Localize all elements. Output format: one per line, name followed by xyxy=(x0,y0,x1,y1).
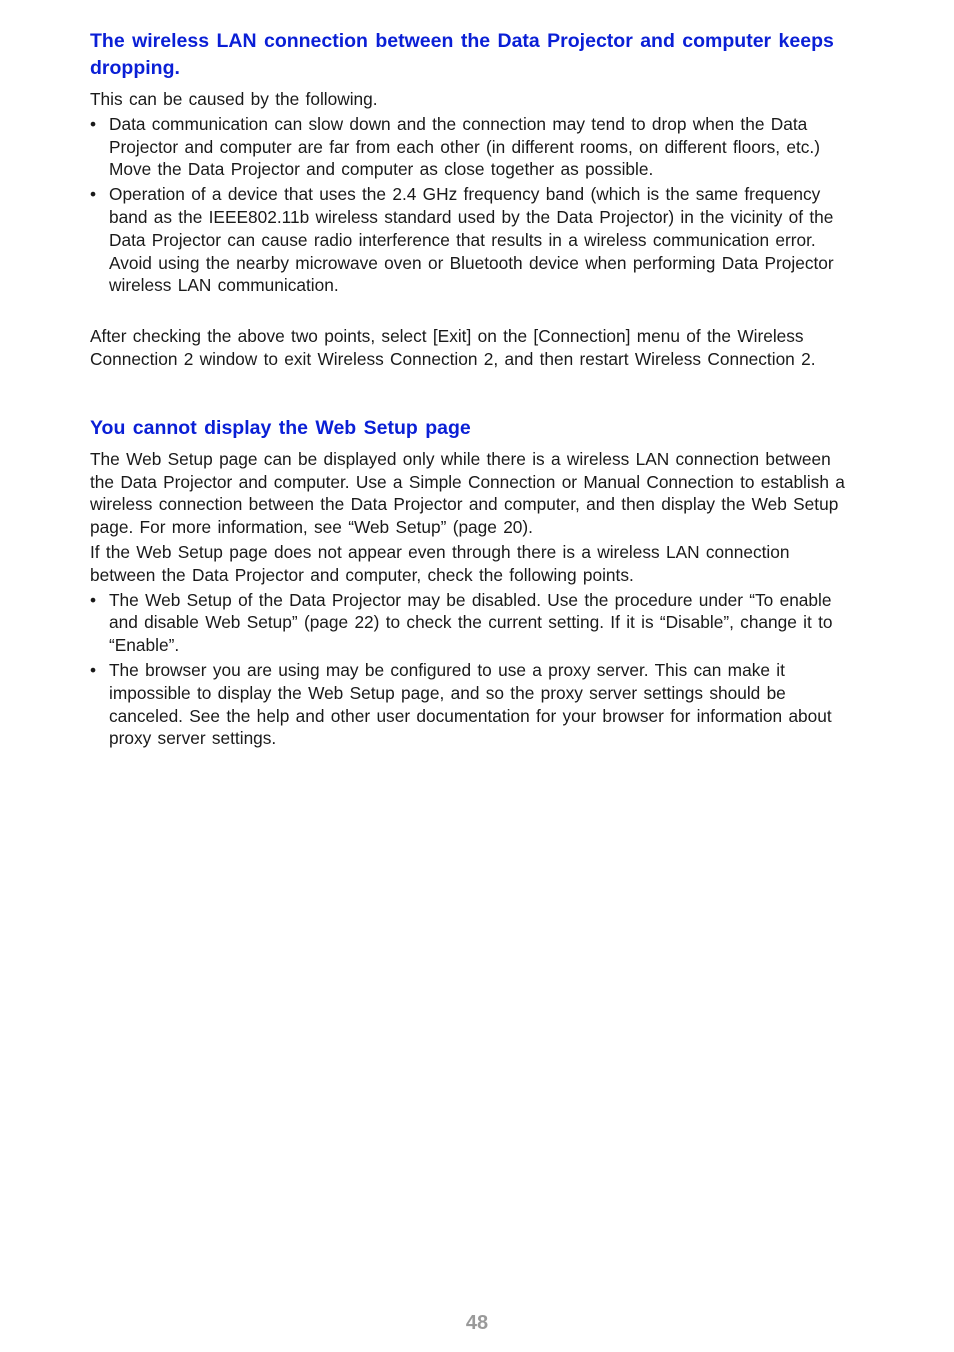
list-item xyxy=(90,589,858,657)
page-number: 48 xyxy=(465,1312,489,1334)
bullet-marker: • xyxy=(90,589,97,610)
bullet-marker: • xyxy=(90,113,97,134)
web-setup-paragraph: The Web Setup page can be displayed only while there is a wireless LAN connection between the Data Projector and computer. Use a Simple Connection or Manual Connection to establish a wireless connection between the Data Projector and computer, and then display the Web Setup page. For more information, see “Web Setup” (page 20). xyxy=(90,448,845,538)
page-content xyxy=(90,28,858,752)
list-item-text: The browser you are using may be configured to use a proxy server. This can make it impossible to display the Web Setup page, and so the proxy server settings should be canceled. See the help and other user documentation for your browser for information about proxy server settings. xyxy=(109,659,832,749)
cause-list xyxy=(90,113,858,297)
list-item-text: Data communication can slow down and the connection may tend to drop when the Data Projector and computer are far from each other (in different rooms, on different floors, etc.) Move the Data Projector and computer as close together as possible. xyxy=(109,113,820,180)
check-list xyxy=(90,589,858,751)
list-item-text: Operation of a device that uses the 2.4 GHz frequency band (which is the same frequency band as the IEEE802.11b wireless standard used by the Data Projector) in the vicinity of the Data Projector can cause radio interference that results in a wireless communication error. Avoid using the nearby microwave oven or Bluetooth device when performing Data Projector wireless LAN communication. xyxy=(109,184,834,296)
bullet-marker: • xyxy=(90,659,97,680)
list-item xyxy=(90,113,858,181)
list-item xyxy=(90,659,858,750)
bullet-marker: • xyxy=(90,184,97,205)
section-heading-wireless-dropping: The wireless LAN connection between the Data Projector and computer keeps dropping. xyxy=(90,30,834,79)
section-heading-web-setup: You cannot display the Web Setup page xyxy=(90,416,471,439)
list-item xyxy=(90,183,858,297)
web-setup-check-paragraph: If the Web Setup page does not appear even through there is a wireless LAN connection between the Data Projector and computer, check the following points. xyxy=(90,541,790,585)
list-item-text: The Web Setup of the Data Projector may be disabled. Use the procedure under “To enable and disable Web Setup” (page 22) to check the current setting. If it is “Disable”, change it to “Enable”. xyxy=(109,589,833,656)
section-intro: This can be caused by the following. xyxy=(90,89,378,109)
after-check-paragraph: After checking the above two points, select [Exit] on the [Connection] menu of the Wireless Connection 2 window to exit Wireless Connection 2, and then restart Wireless Connection 2. xyxy=(90,326,816,369)
